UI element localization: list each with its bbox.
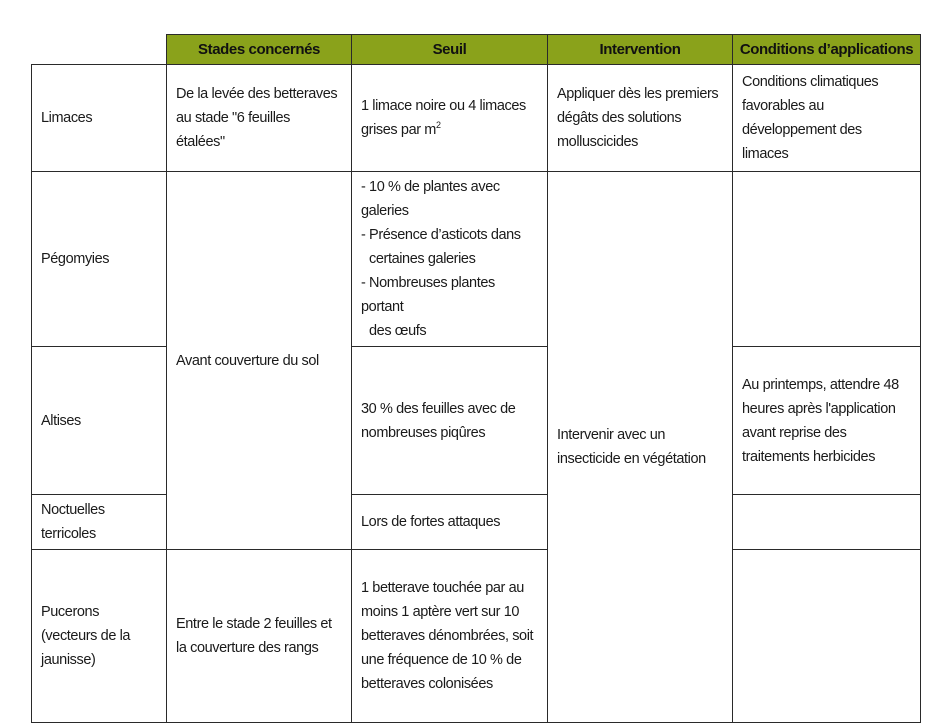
seuil-limaces-text: 1 limace noire ou 4 limaces grises par m [361,98,526,138]
seuil-pegomyies-line: - Présence d’asticots dans [361,227,521,243]
header-row [32,35,921,65]
seuil-pegomyies-line: - Nombreuses plantes portant [361,275,495,315]
table-row-noctuelles [32,495,921,550]
stades-pucerons: Entre le stade 2 feuilles et la couverture des rangs [167,550,352,723]
table-row-pucerons [32,550,921,723]
seuil-limaces [352,65,548,172]
header-intervention: Intervention [548,35,733,65]
seuil-pegomyies [352,172,548,347]
seuil-limaces-sup: 2 [435,120,441,131]
seuil-noctuelles: Lors de fortes attaques [352,495,548,550]
conditions-pucerons [733,550,921,723]
header-conditions: Conditions d’applications [733,35,921,65]
conditions-noctuelles [733,495,921,550]
conditions-altises: Au printemps, attendre 48 heures après l'application avant reprise des traitements herbicides [733,347,921,495]
seuil-pegomyies-line: des œufs [369,323,427,339]
treatment-thresholds-table [31,34,921,723]
header-seuil: Seuil [352,35,548,65]
pest-name-noctuelles: Noctuelles terricoles [32,495,167,550]
table-row-pegomyies [32,172,921,347]
seuil-pegomyies-line: - 10 % de plantes avec galeries [361,179,500,219]
seuil-pucerons: 1 betterave touchée par au moins 1 aptère vert sur 10 betteraves dénombrées, soit une fréquence de 10 % de betteraves colonisées [352,550,548,723]
header-stades: Stades concernés [167,35,352,65]
stades-avant-couverture: Avant couverture du sol [167,172,352,550]
conditions-limaces: Conditions climatiques favorables au développement des limaces [733,65,921,172]
header-empty-cell [32,35,167,65]
intervention-insecticide: Intervenir avec un insecticide en végétation [548,172,733,723]
table-row-limaces [32,65,921,172]
stades-limaces: De la levée des betteraves au stade "6 feuilles étalées" [167,65,352,172]
seuil-pegomyies-line: certaines galeries [369,251,476,267]
seuil-altises: 30 % des feuilles avec de nombreuses piqûres [352,347,548,495]
conditions-pegomyies [733,172,921,347]
pest-name-altises: Altises [32,347,167,495]
pest-name-pegomyies: Pégomyies [32,172,167,347]
pest-name-pucerons: Pucerons (vecteurs de la jaunisse) [32,550,167,723]
pest-name-limaces: Limaces [32,65,167,172]
table-row-altises [32,347,921,495]
intervention-limaces: Appliquer dès les premiers dégâts des solutions molluscicides [548,65,733,172]
